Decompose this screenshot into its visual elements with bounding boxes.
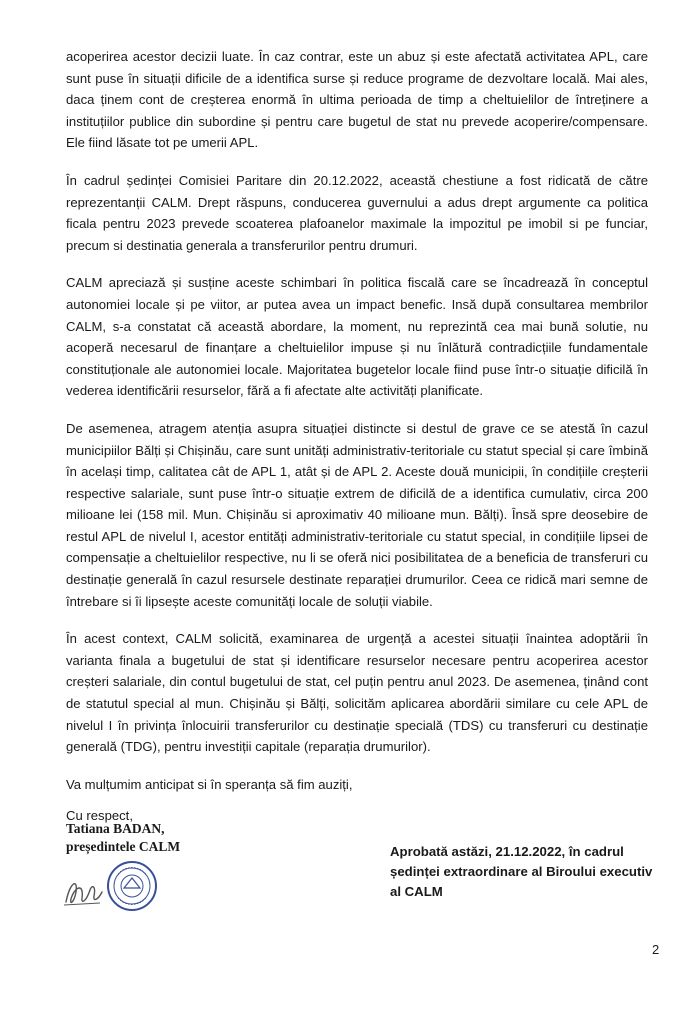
letter-body	[66, 46, 648, 843]
page-number: 2	[652, 942, 660, 957]
approval-line-1: Aprobată astăzi, 21.12.2022, în cadrul	[390, 844, 624, 859]
approval-line-3: al CALM	[390, 884, 443, 899]
paragraph-4: De asemenea, atragem atenția asupra situației distincte si destul de grave ce se atestă în cazul municipiilor Bălți și Chișinău, care sunt unități administrativ-teritoriale cu statut special și care îmbină în același timp, calitatea cât de APL 1, atât și de APL 2. Aceste două municipii, în condițiile creșterii respective salariale, sunt puse într-o situație extrem de dificilă de a identifica cumulativ, circa 200 milioane lei (158 mil. Mun. Chișinău si aproximativ 40 milioane mun. Bălți). Însă spre deosebire de restul APL de nivelul I, acestor entități administrativ-teritoriale cu statut special, in condițiile lipsei de compensație a cheltuielilor respective, nu li se oferă nici posibilitatea de a beneficia de transferuri cu destinație generală în cazul resursele destinate reparației drumurilor. Ceea ce ridică mari semne de întrebare si îi lipsește aceste comunități locale de soluții viabile.	[66, 420, 648, 609]
closing-thanks: Va mulțumim anticipat si în speranța să fim auziți,	[66, 776, 353, 792]
signer-block	[66, 820, 180, 856]
signer-name: Tatiana BADAN,	[66, 821, 165, 836]
paragraph-1: acoperirea acestor decizii luate. În caz contrar, este un abuz și este afectată activitatea APL, care sunt puse în situații dificile de a identifica surse și reduce programe de dezvoltare locală. Mai ales, daca ținem cont de creșterea enormă în ultima perioada de timp a cheltuielilor de întreținere a instituțiilor publice din subordine și pentru care bugetul de stat nu prevede acoperire/compensare. Ele fiind lăsate tot pe umerii APL.	[66, 49, 648, 151]
paragraph-3: CALM apreciază și susține aceste schimbari în politica fiscală care se încadrează în conceptul autonomiei locale și pe viitor, ar putea avea un impact benefic. Insă după consultarea membrilor CALM, s-a constatat că această abordare, la moment, nu reprezintă cea mai bună solutie, nu acoperă necesarul de finanțare a cheltuielilor impuse și nu înlătură contradicțiile fundamentale constituționale ale autonomiei locale. Majoritatea bugetelor locale fiind puse într-o situație dificilă în vederea identificării resurselor, fără a fi afectate alte activități planificate.	[66, 275, 648, 399]
paragraph-2: În cadrul ședinței Comisiei Paritare din 20.12.2022, această chestiune a fost ridicată de către reprezentanții CALM. Drept răspuns, conducerea guvernului a adus drept argumente ca politica ficala pentru 2023 prevede scoaterea plafoanelor maximale la impozitul pe imobil si pe funciar, precum si destinatia generala a transferurilor pentru drumuri.	[66, 172, 648, 253]
paragraph-5: În acest context, CALM solicită, examinarea de urgență a acestei situații înaintea adoptării în varianta finala a bugetului de stat și identificare resurselor necesare pentru acoperirea acestor creșteri salariale, din contul bugetului de stat, cel puțin pentru anul 2023. De asemenea, ținând cont de statutul special al mun. Chișinău și Bălți, solicităm aplicarea abordării similare cu cele APL de nivelul I în privința înlocuirii transferurilor cu destinație specială (TDS) cu transferuri cu destinație generală (TDG), pentru investiții capitale (reparația drumurilor).	[66, 631, 648, 755]
signer-title: președintele CALM	[66, 839, 181, 854]
approval-note	[390, 842, 660, 902]
official-seal-stamp	[106, 860, 158, 912]
closing-respect: Cu respect,	[66, 808, 133, 824]
handwritten-signature	[60, 872, 106, 912]
approval-line-2: ședinței extraordinare al Biroului executiv	[390, 864, 653, 879]
